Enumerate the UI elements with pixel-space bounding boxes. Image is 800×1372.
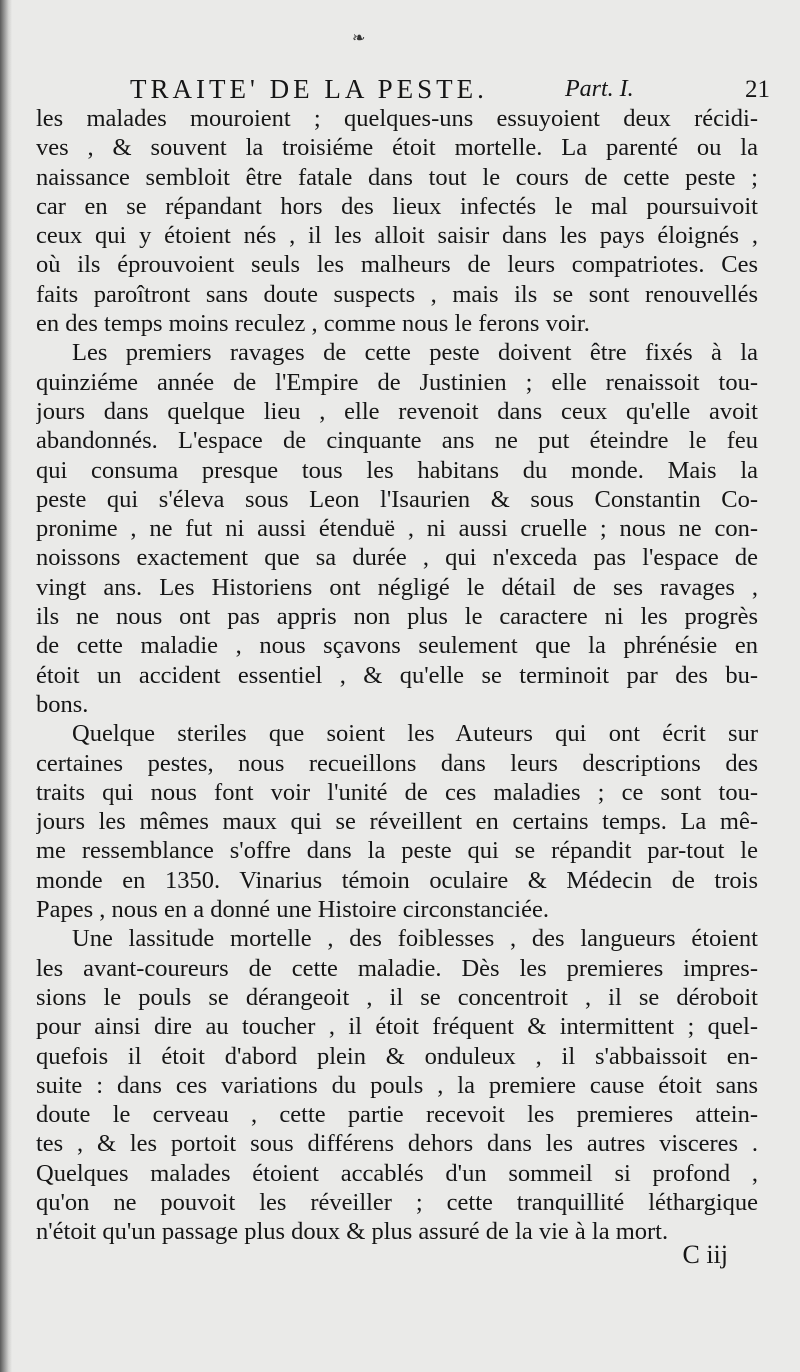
text-line: ceux qui y étoient nés , il les alloit saisir dans les pays éloignés , — [36, 222, 758, 250]
text-line: naissance sembloit être fatale dans tout le cours de cette peste ; — [36, 163, 758, 191]
text-line: ils ne nous ont pas appris non plus le caractere ni les progrès — [36, 603, 758, 631]
text-line: noissons exactement que sa durée , qui n'exceda pas l'espace de — [36, 544, 758, 572]
text-line: faits paroîtront sans doute suspects , mais ils se sont renouvellés — [36, 280, 758, 308]
text-line: doute le cerveau , cette partie recevoit les premieres attein- — [36, 1101, 758, 1129]
text-line: traits qui nous font voir l'unité de ces maladies ; ce sont tou- — [36, 778, 758, 806]
paragraph — [36, 338, 758, 719]
text-line: pour ainsi dire au toucher , il étoit fréquent & intermittent ; quel- — [36, 1013, 758, 1041]
paragraph — [36, 719, 758, 924]
page-number: 21 — [745, 76, 770, 103]
paragraph — [36, 924, 758, 1246]
text-line: sions le pouls se dérangeoit , il se concentroit , il se déroboit — [36, 983, 758, 1011]
text-line: suite : dans ces variations du pouls , la premiere cause étoit sans — [36, 1071, 758, 1099]
text-line: car en se répandant hors des lieux infectés le mal poursuivoit — [36, 192, 758, 220]
text-line: bons. — [36, 690, 89, 718]
text-line: pronime , ne fut ni aussi étenduë , ni aussi cruelle ; nous ne con- — [36, 515, 758, 543]
text-line: étoit un accident essentiel , & qu'elle se terminoit par des bu- — [36, 661, 758, 689]
text-line: les avant-coureurs de cette maladie. Dès les premieres impres- — [36, 954, 758, 982]
part-label: Part. I. — [565, 76, 634, 102]
text-line: ves , & souvent la troisiéme étoit mortelle. La parenté ou la — [36, 134, 758, 162]
paragraph — [36, 104, 758, 338]
binding-shadow — [0, 0, 12, 1372]
running-title: TRAITE' DE LA PESTE. — [130, 74, 488, 104]
text-line: abandonnés. L'espace de cinquante ans ne put éteindre le feu — [36, 427, 758, 455]
text-line: n'étoit qu'un passage plus doux & plus assuré de la vie à la mort. — [36, 1218, 669, 1246]
text-line: me ressemblance s'offre dans la peste qui se répandit par-tout le — [36, 837, 758, 865]
text-line: en des temps moins reculez , comme nous le ferons voir. — [36, 310, 590, 338]
signature-mark: C iij — [682, 1240, 728, 1269]
text-line: certaines pestes, nous recueillons dans leurs descriptions des — [36, 749, 758, 777]
text-line: monde en 1350. Vinarius témoin oculaire & Médecin de trois — [36, 866, 758, 894]
text-line: qu'on ne pouvoit les réveiller ; cette tranquillité léthargique — [36, 1188, 758, 1216]
text-line: peste qui s'éleva sous Leon l'Isaurien & sous Constantin Co- — [36, 485, 758, 513]
text-line: de cette maladie , nous sçavons seulement que la phrénésie en — [36, 632, 758, 660]
text-line: Les premiers ravages de cette peste doivent être fixés à la — [72, 339, 758, 367]
text-line: tes , & les portoit sous différens dehors dans les autres visceres . — [36, 1130, 758, 1158]
text-line: quinziéme année de l'Empire de Justinien ; elle renaissoit tou- — [36, 368, 758, 396]
text-line: Quelques malades étoient accablés d'un sommeil si profond , — [36, 1159, 758, 1187]
text-line: quefois il étoit d'abord plein & onduleux , il s'abbaissoit en- — [36, 1042, 758, 1070]
text-line: jours dans quelque lieu , elle revenoit dans ceux qu'elle avoit — [36, 397, 758, 425]
text-line: Une lassitude mortelle , des foiblesses , des langueurs étoient — [72, 925, 758, 953]
text-line: qui consuma presque tous les habitans du monde. Mais la — [36, 456, 758, 484]
text-line: les malades mouroient ; quelques-uns essuyoient deux récidi- — [36, 105, 758, 132]
ornament: ❧ — [352, 28, 366, 47]
text-line: Quelque steriles que soient les Auteurs qui ont écrit sur — [72, 720, 758, 748]
body-text — [36, 104, 758, 1247]
text-line: jours les mêmes maux qui se réveillent en certains temps. La mê- — [36, 808, 758, 836]
text-line: où ils éprouvoient seuls les malheurs de leurs compatriotes. Ces — [36, 251, 758, 279]
text-line: vingt ans. Les Historiens ont négligé le détail de ses ravages , — [36, 573, 758, 601]
text-line: Papes , nous en a donné une Histoire circonstanciée. — [36, 896, 549, 924]
